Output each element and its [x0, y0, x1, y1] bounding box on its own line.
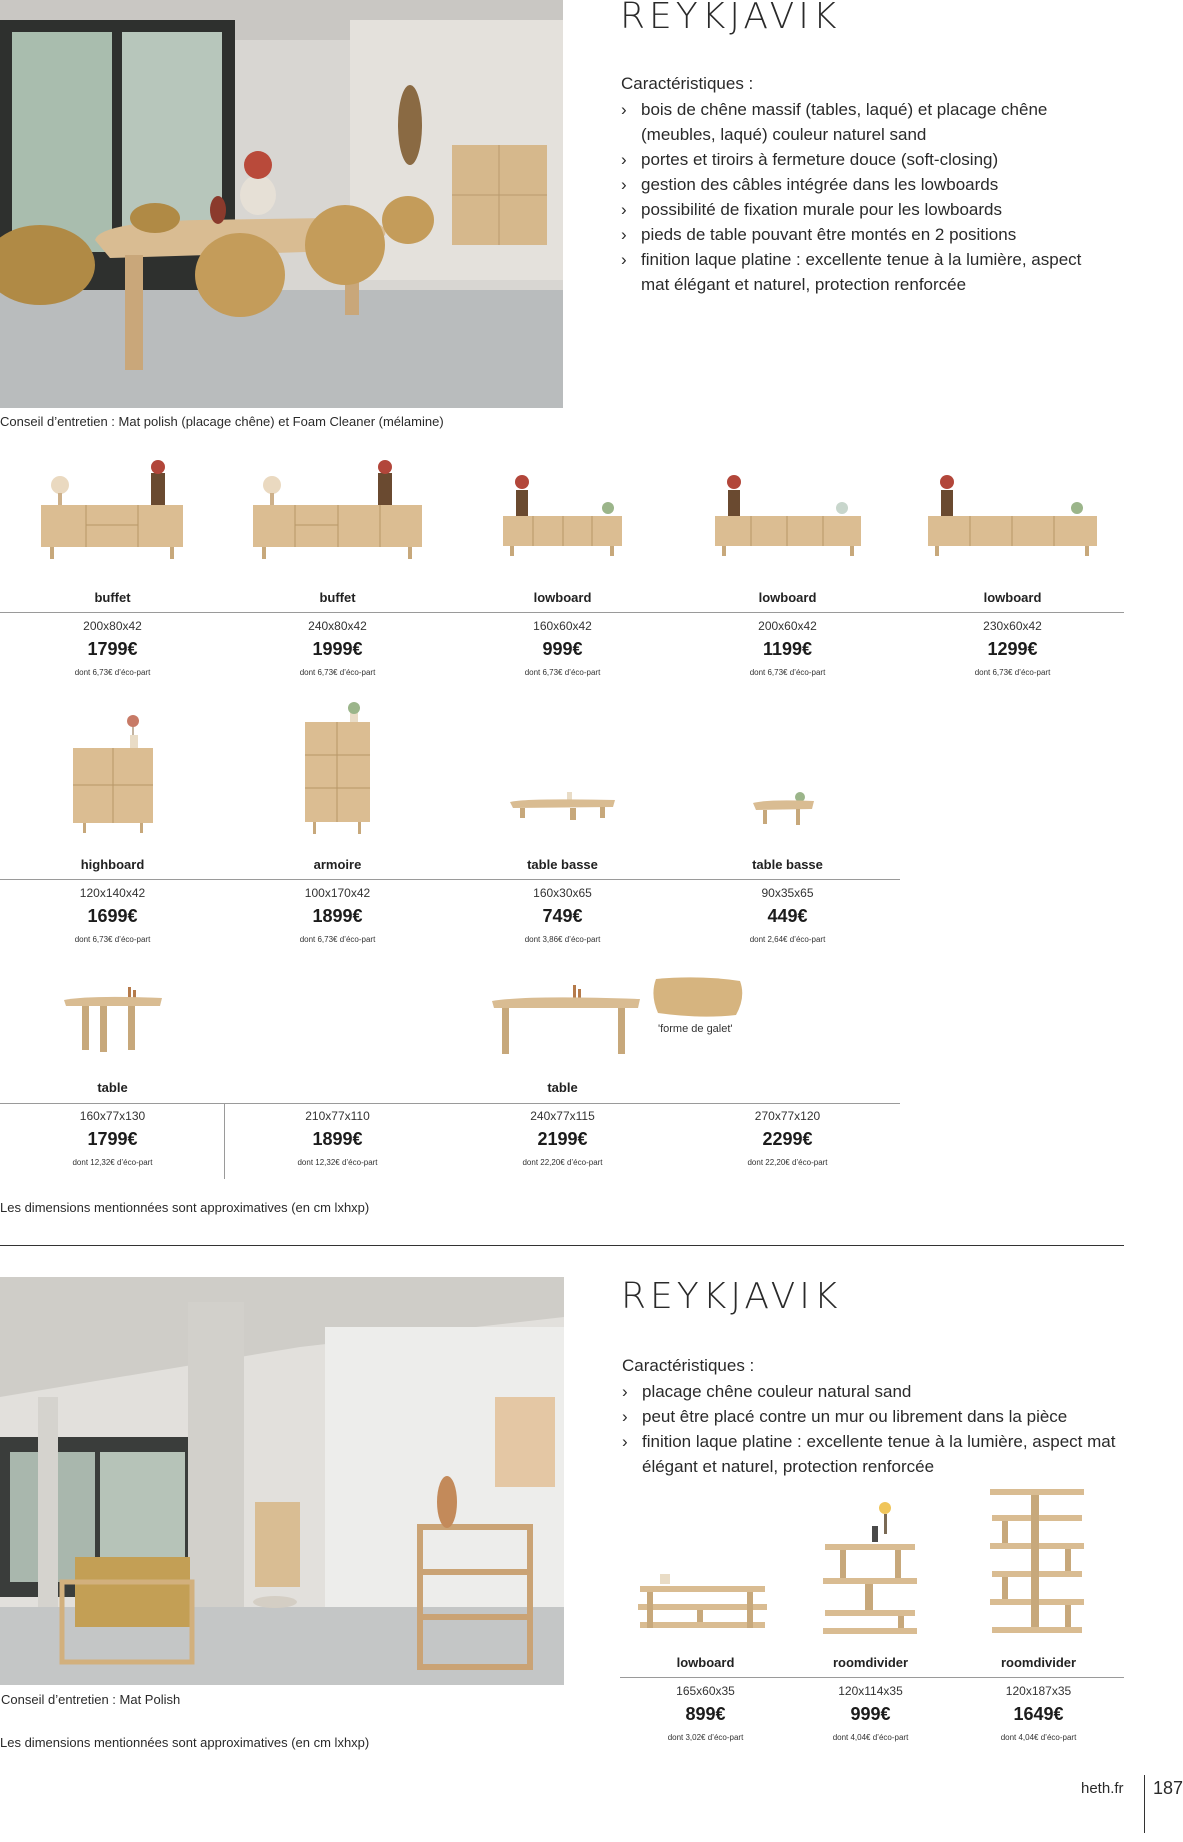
product-name: lowboard: [676, 1655, 735, 1670]
eco-part: dont 6,73€ d’éco-part: [749, 668, 826, 677]
roomdivider-114-thumb: [820, 1498, 920, 1640]
product-price: 1799€: [87, 639, 138, 659]
product-name: armoire: [313, 857, 362, 872]
product-name: buffet: [94, 590, 131, 605]
product-name: lowboard: [533, 590, 592, 605]
eco-part: dont 4,04€ d’éco-part: [832, 1733, 909, 1742]
product-name: table basse: [527, 857, 598, 872]
product-dimensions: 90x35x65: [761, 886, 814, 900]
features-heading: Caractéristiques :: [622, 1356, 755, 1375]
row3-divider: [0, 1103, 900, 1104]
lowboard-200-thumb: [712, 460, 864, 565]
feature-item: › bois de chêne massif (tables, laqué) et placage chêne (meubles, laqué) couleur naturel sand: [621, 97, 1101, 147]
product-price: 1899€: [312, 906, 363, 926]
product-dimensions: 120x140x42: [79, 886, 146, 900]
feature-item: › finition laque platine : excellente tenue à la lumière, aspect mat élégant et naturel, protection renforcée: [622, 1429, 1142, 1479]
product-table-basse-160: [450, 857, 675, 944]
product-dimensions: 160x30x65: [533, 886, 592, 900]
product-roomdivider-187: [926, 1655, 1151, 1742]
care-note: Conseil d’entretien : Mat polish (placage chêne) et Foam Cleaner (mélamine): [0, 414, 444, 429]
dimensions-note-2: Les dimensions mentionnées sont approximatives (en cm lxhxp): [0, 1735, 370, 1750]
product-dimensions: 120x114x35: [838, 1684, 903, 1698]
product-price: 2299€: [762, 1129, 813, 1149]
feature-item: › gestion des câbles intégrée dans les lowboards: [621, 172, 1101, 197]
table-basse-90-thumb: [748, 785, 818, 835]
product-dimensions: 270x77x120: [754, 1109, 821, 1123]
product-dimensions: 210x77x110: [305, 1109, 370, 1123]
features-list: [621, 97, 1101, 297]
eco-part: dont 6,73€ d’éco-part: [74, 668, 151, 677]
product-table-basse-90: [675, 857, 900, 944]
product-table-210: [225, 1109, 450, 1167]
product-price: 1699€: [87, 906, 138, 926]
eco-part: dont 6,73€ d’éco-part: [74, 935, 151, 944]
product-highboard: [0, 857, 225, 944]
product-name: highboard: [80, 857, 145, 872]
section-separator: [0, 1245, 1124, 1246]
product-price: 899€: [685, 1704, 726, 1724]
product-name: lowboard: [983, 590, 1042, 605]
section-title-2: REYKJAVIK: [621, 1276, 842, 1317]
buffet-200-thumb: [38, 445, 188, 565]
buffet-240-thumb: [250, 445, 425, 565]
galet-top-thumb: [650, 975, 746, 1020]
product-dimensions: 120x187x35: [1005, 1684, 1072, 1698]
feature-item: › possibilité de fixation murale pour les lowboards: [621, 197, 1101, 222]
product-name: buffet: [319, 590, 356, 605]
table-240-thumb: [488, 983, 643, 1058]
feature-item: › portes et tiroirs à fermeture douce (soft-closing): [621, 147, 1101, 172]
dining-room-photo: [0, 0, 563, 408]
product-price: 1999€: [312, 639, 363, 659]
eco-part: dont 3,02€ d’éco-part: [667, 1733, 744, 1742]
eco-part: dont 12,32€ d’éco-part: [72, 1158, 153, 1167]
footer-divider: [1144, 1775, 1145, 1833]
living-room-photo: [0, 1277, 564, 1685]
eco-part: dont 6,73€ d’éco-part: [524, 668, 601, 677]
product-buffet-200: [0, 590, 225, 677]
eco-part: dont 6,73€ d’éco-part: [299, 668, 376, 677]
eco-part: dont 22,20€ d’éco-part: [522, 1158, 603, 1167]
product-price: 449€: [767, 906, 808, 926]
care-note-2: Conseil d’entretien : Mat Polish: [1, 1692, 181, 1707]
product-buffet-240: [225, 590, 450, 677]
product-table-270: [675, 1109, 900, 1167]
footer-site: heth.fr: [1081, 1780, 1124, 1797]
feature-item: › finition laque platine : excellente tenue à la lumière, aspect mat élégant et naturel, protection renforcée: [621, 247, 1101, 297]
row1-divider: [0, 612, 1124, 613]
page-number: 187: [1153, 1778, 1183, 1798]
product-price: 999€: [542, 639, 583, 659]
product-dimensions: 165x60x35: [676, 1684, 735, 1698]
product-dimensions: 240x80x42: [308, 619, 367, 633]
features-list: [622, 1379, 1142, 1479]
product-table-160: [0, 1109, 225, 1167]
product-armoire: [225, 857, 450, 944]
eco-part: dont 6,73€ d’éco-part: [974, 668, 1051, 677]
product-dimensions: 160x77x130: [79, 1109, 146, 1123]
product-price: 1799€: [87, 1129, 138, 1149]
product-name: table basse: [752, 857, 823, 872]
table-160-name: [0, 1080, 225, 1095]
lowboard-160-thumb: [500, 460, 625, 565]
lowboard-165-thumb: [635, 1570, 770, 1640]
product-name: lowboard: [758, 590, 817, 605]
eco-part: dont 6,73€ d’éco-part: [299, 935, 376, 944]
table-240-name: [450, 1080, 675, 1095]
eco-part: dont 3,86€ d’éco-part: [524, 935, 601, 944]
product-price: 2199€: [537, 1129, 588, 1149]
product-price: 1899€: [312, 1129, 363, 1149]
product-dimensions: 240x77x115: [530, 1109, 595, 1123]
section2-row-divider: [620, 1677, 1124, 1678]
product-price: 749€: [542, 906, 583, 926]
product-lowboard-200: [675, 590, 900, 677]
eco-part: dont 4,04€ d’éco-part: [1000, 1733, 1077, 1742]
table-160-thumb: [60, 985, 165, 1055]
product-dimensions: 230x60x42: [983, 619, 1042, 633]
section-title: REYKJAVIK: [620, 0, 841, 37]
eco-part: dont 22,20€ d’éco-part: [747, 1158, 828, 1167]
product-price: 1199€: [762, 639, 813, 659]
dimensions-note: Les dimensions mentionnées sont approximatives (en cm lxhxp): [0, 1200, 370, 1215]
feature-item: › pieds de table pouvant être montés en 2 positions: [621, 222, 1101, 247]
product-dimensions: 200x80x42: [83, 619, 142, 633]
product-price: 1299€: [987, 639, 1038, 659]
product-lowboard-160: [450, 590, 675, 677]
row2-divider: [0, 879, 900, 880]
eco-part: dont 12,32€ d’éco-part: [297, 1158, 378, 1167]
product-price: 999€: [850, 1704, 891, 1724]
highboard-thumb: [68, 705, 158, 835]
lowboard-230-thumb: [925, 460, 1100, 565]
product-dimensions: 100x170x42: [304, 886, 371, 900]
features-block-2: [622, 1356, 1142, 1479]
table-basse-160-thumb: [505, 790, 620, 830]
feature-item: › peut être placé contre un mur ou librement dans la pièce: [622, 1404, 1142, 1429]
product-dimensions: 160x60x42: [533, 619, 592, 633]
eco-part: dont 2,64€ d’éco-part: [749, 935, 826, 944]
galet-label: 'forme de galet': [658, 1023, 733, 1035]
product-name: table: [547, 1080, 578, 1095]
product-price: 1649€: [1013, 1704, 1064, 1724]
product-lowboard-230: [900, 590, 1125, 677]
product-name: roomdivider: [1000, 1655, 1077, 1670]
roomdivider-187-thumb: [987, 1485, 1087, 1640]
feature-item: › placage chêne couleur natural sand: [622, 1379, 1142, 1404]
product-name: table: [97, 1080, 128, 1095]
armoire-thumb: [300, 700, 375, 840]
features-heading: Caractéristiques :: [621, 74, 754, 93]
features-block: [621, 74, 1101, 297]
product-table-240: [450, 1109, 675, 1167]
product-dimensions: 200x60x42: [758, 619, 817, 633]
product-name: roomdivider: [832, 1655, 909, 1670]
